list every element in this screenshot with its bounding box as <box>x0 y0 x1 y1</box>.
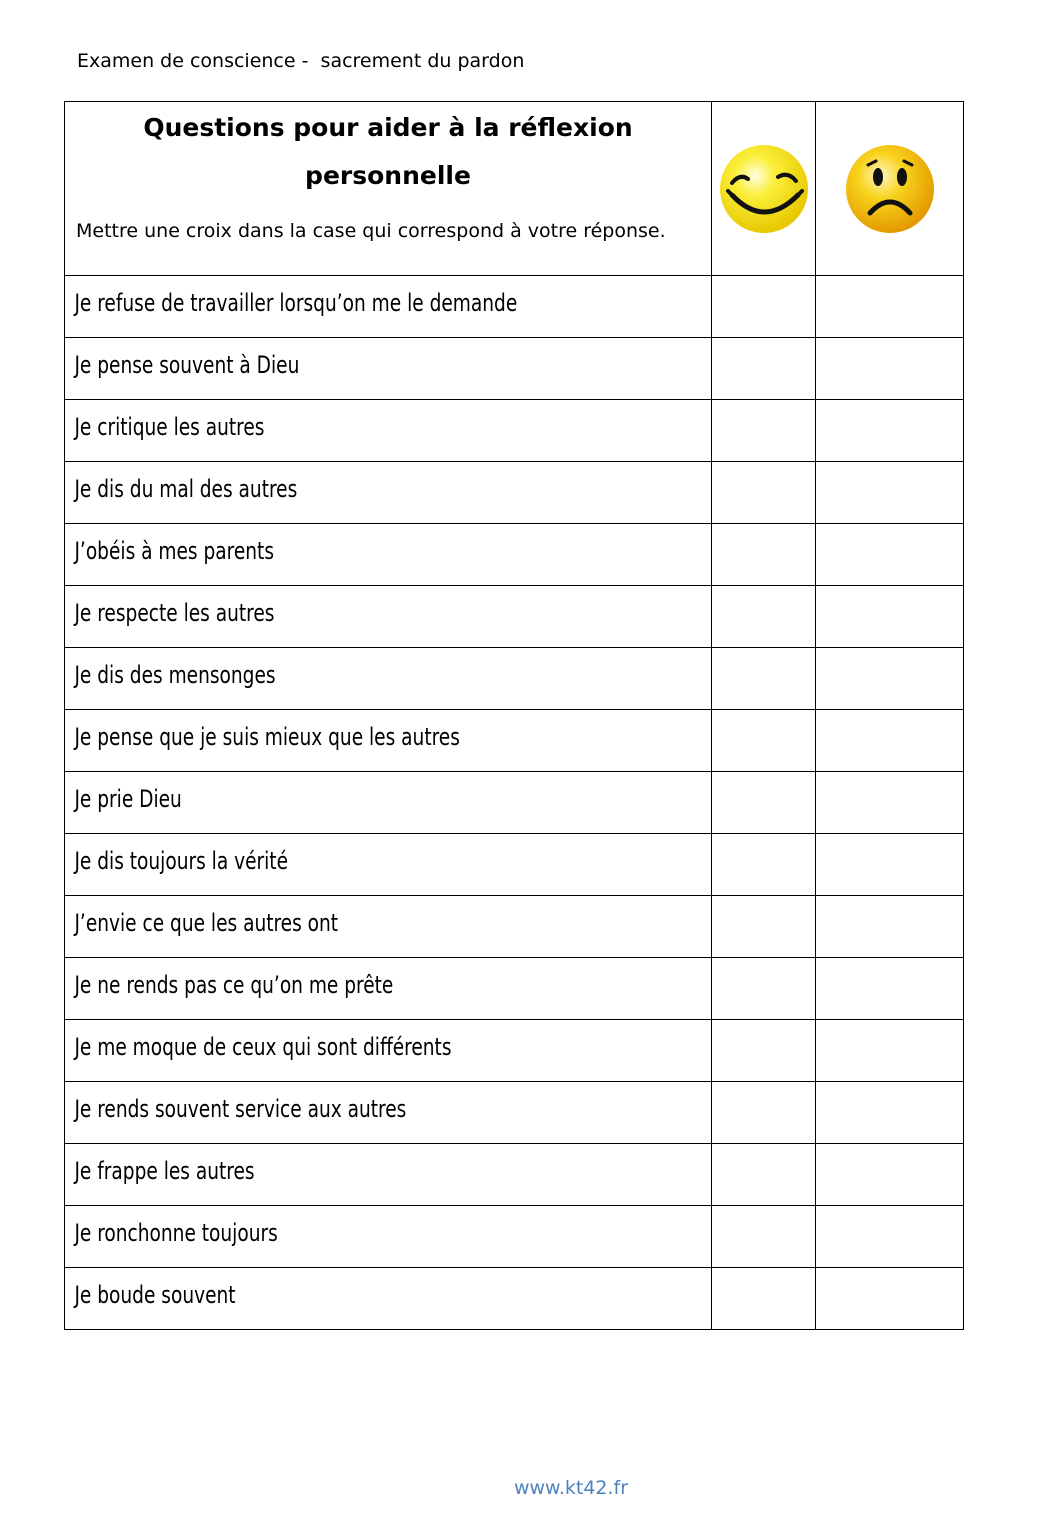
question-text: Je pense souvent à Dieu <box>74 350 300 379</box>
sad-answer-box[interactable] <box>816 586 964 648</box>
happy-answer-box[interactable] <box>712 710 816 772</box>
table-header-row <box>65 102 964 276</box>
sad-column-header <box>816 102 964 276</box>
happy-answer-box[interactable] <box>712 1082 816 1144</box>
question-text: Je dis toujours la vérité <box>74 846 289 875</box>
question-cell <box>65 710 712 772</box>
happy-answer-box[interactable] <box>712 524 816 586</box>
sad-answer-box[interactable] <box>816 400 964 462</box>
happy-column-header <box>712 102 816 276</box>
question-cell <box>65 338 712 400</box>
happy-answer-box[interactable] <box>712 1020 816 1082</box>
sad-answer-box[interactable] <box>816 772 964 834</box>
sad-answer-box[interactable] <box>816 1268 964 1330</box>
sad-answer-box[interactable] <box>816 462 964 524</box>
happy-answer-box[interactable] <box>712 1268 816 1330</box>
happy-answer-box[interactable] <box>712 648 816 710</box>
happy-answer-box[interactable] <box>712 276 816 338</box>
question-cell <box>65 834 712 896</box>
question-text: J’envie ce que les autres ont <box>74 908 339 937</box>
sad-answer-box[interactable] <box>816 1020 964 1082</box>
sad-answer-box[interactable] <box>816 1082 964 1144</box>
happy-answer-box[interactable] <box>712 462 816 524</box>
sad-answer-box[interactable] <box>816 1206 964 1268</box>
question-row <box>65 896 964 958</box>
question-text: Je refuse de travailler lorsqu’on me le demande <box>74 288 518 317</box>
question-row <box>65 524 964 586</box>
happy-answer-box[interactable] <box>712 586 816 648</box>
happy-answer-box[interactable] <box>712 1144 816 1206</box>
document-header: Examen de conscience - sacrement du pardon <box>77 50 525 72</box>
heading-cell <box>65 102 712 276</box>
question-cell <box>65 772 712 834</box>
happy-answer-box[interactable] <box>712 834 816 896</box>
question-text: Je pense que je suis mieux que les autres <box>74 722 460 751</box>
question-text: Je rends souvent service aux autres <box>74 1094 407 1123</box>
sad-smiley-icon <box>844 143 936 235</box>
question-text: Je me moque de ceux qui sont différents <box>74 1032 452 1061</box>
question-row <box>65 1206 964 1268</box>
happy-answer-box[interactable] <box>712 338 816 400</box>
sad-answer-box[interactable] <box>816 524 964 586</box>
question-row <box>65 1144 964 1206</box>
question-row <box>65 1020 964 1082</box>
happy-answer-box[interactable] <box>712 400 816 462</box>
sad-answer-box[interactable] <box>816 648 964 710</box>
question-cell <box>65 276 712 338</box>
sad-answer-box[interactable] <box>816 338 964 400</box>
question-text: Je frappe les autres <box>74 1156 255 1185</box>
table-heading <box>65 104 711 200</box>
reflection-table <box>64 101 964 1330</box>
table-heading-line2: personnelle <box>305 161 471 190</box>
question-row <box>65 710 964 772</box>
question-row <box>65 1268 964 1330</box>
sad-answer-box[interactable] <box>816 834 964 896</box>
question-cell <box>65 896 712 958</box>
question-row <box>65 338 964 400</box>
question-text: J’obéis à mes parents <box>74 536 275 565</box>
happy-answer-box[interactable] <box>712 958 816 1020</box>
question-row <box>65 648 964 710</box>
question-text: Je prie Dieu <box>74 784 182 813</box>
question-row <box>65 772 964 834</box>
question-text: Je respecte les autres <box>74 598 275 627</box>
happy-answer-box[interactable] <box>712 1206 816 1268</box>
question-row <box>65 462 964 524</box>
question-row <box>65 1082 964 1144</box>
question-text: Je dis du mal des autres <box>74 474 298 503</box>
question-row <box>65 834 964 896</box>
question-cell <box>65 958 712 1020</box>
question-cell <box>65 1144 712 1206</box>
question-cell <box>65 648 712 710</box>
happy-answer-box[interactable] <box>712 772 816 834</box>
question-row <box>65 276 964 338</box>
question-cell <box>65 586 712 648</box>
happy-smiley-icon <box>718 143 810 235</box>
sad-answer-box[interactable] <box>816 958 964 1020</box>
question-row <box>65 400 964 462</box>
question-cell <box>65 1268 712 1330</box>
question-cell <box>65 524 712 586</box>
question-text: Je boude souvent <box>74 1280 236 1309</box>
question-cell <box>65 462 712 524</box>
question-cell <box>65 400 712 462</box>
happy-answer-box[interactable] <box>712 896 816 958</box>
sad-answer-box[interactable] <box>816 1144 964 1206</box>
question-text: Je ronchonne toujours <box>74 1218 278 1247</box>
question-text: Je critique les autres <box>74 412 265 441</box>
sad-answer-box[interactable] <box>816 896 964 958</box>
question-cell <box>65 1206 712 1268</box>
question-text: Je dis des mensonges <box>74 660 276 689</box>
instruction-text: Mettre une croix dans la case qui correspond à votre réponse. <box>76 220 666 242</box>
sad-answer-box[interactable] <box>816 276 964 338</box>
question-cell <box>65 1020 712 1082</box>
question-text: Je ne rends pas ce qu’on me prête <box>74 970 394 999</box>
footer-link[interactable]: www.kt42.fr <box>513 1477 629 1499</box>
question-row <box>65 958 964 1020</box>
question-cell <box>65 1082 712 1144</box>
sad-answer-box[interactable] <box>816 710 964 772</box>
table-heading-line1: Questions pour aider à la réflexion <box>143 113 633 142</box>
question-row <box>65 586 964 648</box>
